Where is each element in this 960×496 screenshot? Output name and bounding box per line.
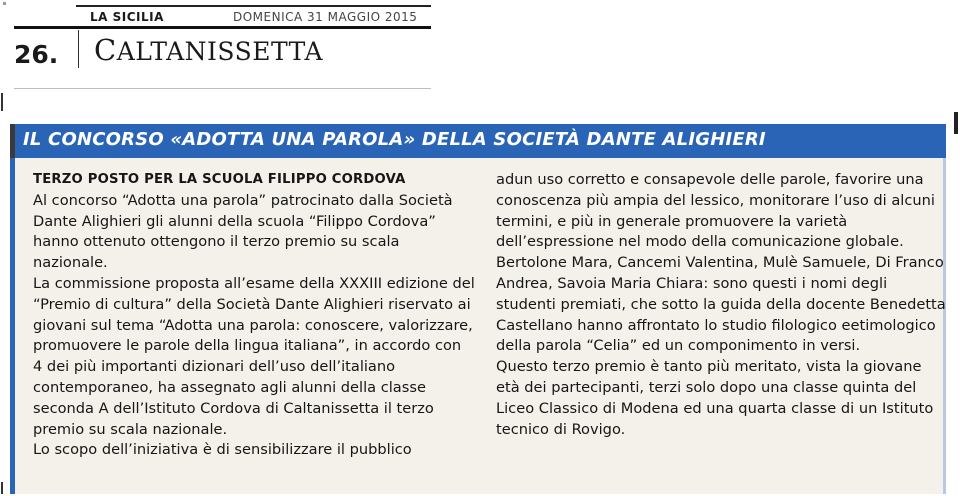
paragraph: Al concorso “Adotta una parola” patrocinato dalla Società Dante Alighieri gli alunni della scuola “Filippo Cordova” hanno ottenuto ottengono il terzo premio su scala nazionale.: [33, 191, 453, 272]
margin-mark-bottom: [1, 482, 3, 494]
masthead-top-rule: [76, 5, 431, 7]
section-title: [94, 33, 323, 67]
masthead-divider: [78, 30, 79, 68]
paragraph: Bertolone Mara, Cancemi Valentina, Mulè Samuele, Di Franco Andrea, Savoia Maria Chiara: sono questi i nomi degli studenti premiati, che sotto la guida della docente Benedetta Castellano hanno affrontato lo studio filologico eetimologico della parola “Celia” ed un componimento in versi.: [496, 254, 946, 355]
article-subhead: TERZO POSTO PER LA SCUOLA FILIPPO CORDOVA: [33, 172, 406, 187]
article-headline: IL CONCORSO «ADOTTA UNA PAROLA» DELLA SOCIETÀ DANTE ALIGHIERI: [23, 129, 766, 150]
article-body: [10, 158, 946, 494]
paragraph: La commissione proposta all’esame della XXXIII edizione del “Premio di cultura” della Società Dante Alighieri riservato ai giovani sul tema “Adotta una parola: conoscere, valorizzare, promuovere le parole della lingua italiana”, in accordo con 4 dei più importanti dizionari dell’uso dell’italiano contemporaneo, ha assegnato agli alunni della classe seconda A dell’Istituto Cordova di Caltanissetta il terzo premio su scala nazionale.: [33, 274, 475, 438]
margin-mark-right: [954, 112, 958, 134]
paragraph: Questo terzo premio è tanto più meritato, vista la giovane età dei partecipanti, terzi solo dopo una classe quinta del Liceo Classico di Modena ed una quarta classe di un Istituto tecnico di Rovigo.: [496, 358, 934, 438]
article-banner: [10, 124, 946, 158]
article-column-left: [33, 170, 475, 461]
newspaper-name: LA SICILIA: [90, 10, 164, 24]
section-title-rest: ALTANISSETTA: [116, 37, 323, 66]
masthead-rule: [14, 26, 431, 29]
corner-mark: [3, 2, 6, 5]
margin-mark: [1, 93, 3, 111]
masthead-bottom-rule: [14, 88, 431, 89]
issue-date: DOMENICA 31 MAGGIO 2015: [233, 10, 418, 24]
paragraph: adun uso corretto e consapevole delle parole, favorire una conoscenza più ampia del lessico, monitorare l’uso di alcuni termini, e più in generale promuovere la varietà dell’espressione nel modo della comunicazione globale.: [496, 171, 935, 251]
section-title-initial: C: [94, 33, 117, 67]
paragraph: Lo scopo dell’iniziativa è di sensibilizzare il pubblico: [33, 441, 412, 459]
page-number: 26.: [14, 40, 59, 69]
article-column-right: [496, 170, 946, 440]
